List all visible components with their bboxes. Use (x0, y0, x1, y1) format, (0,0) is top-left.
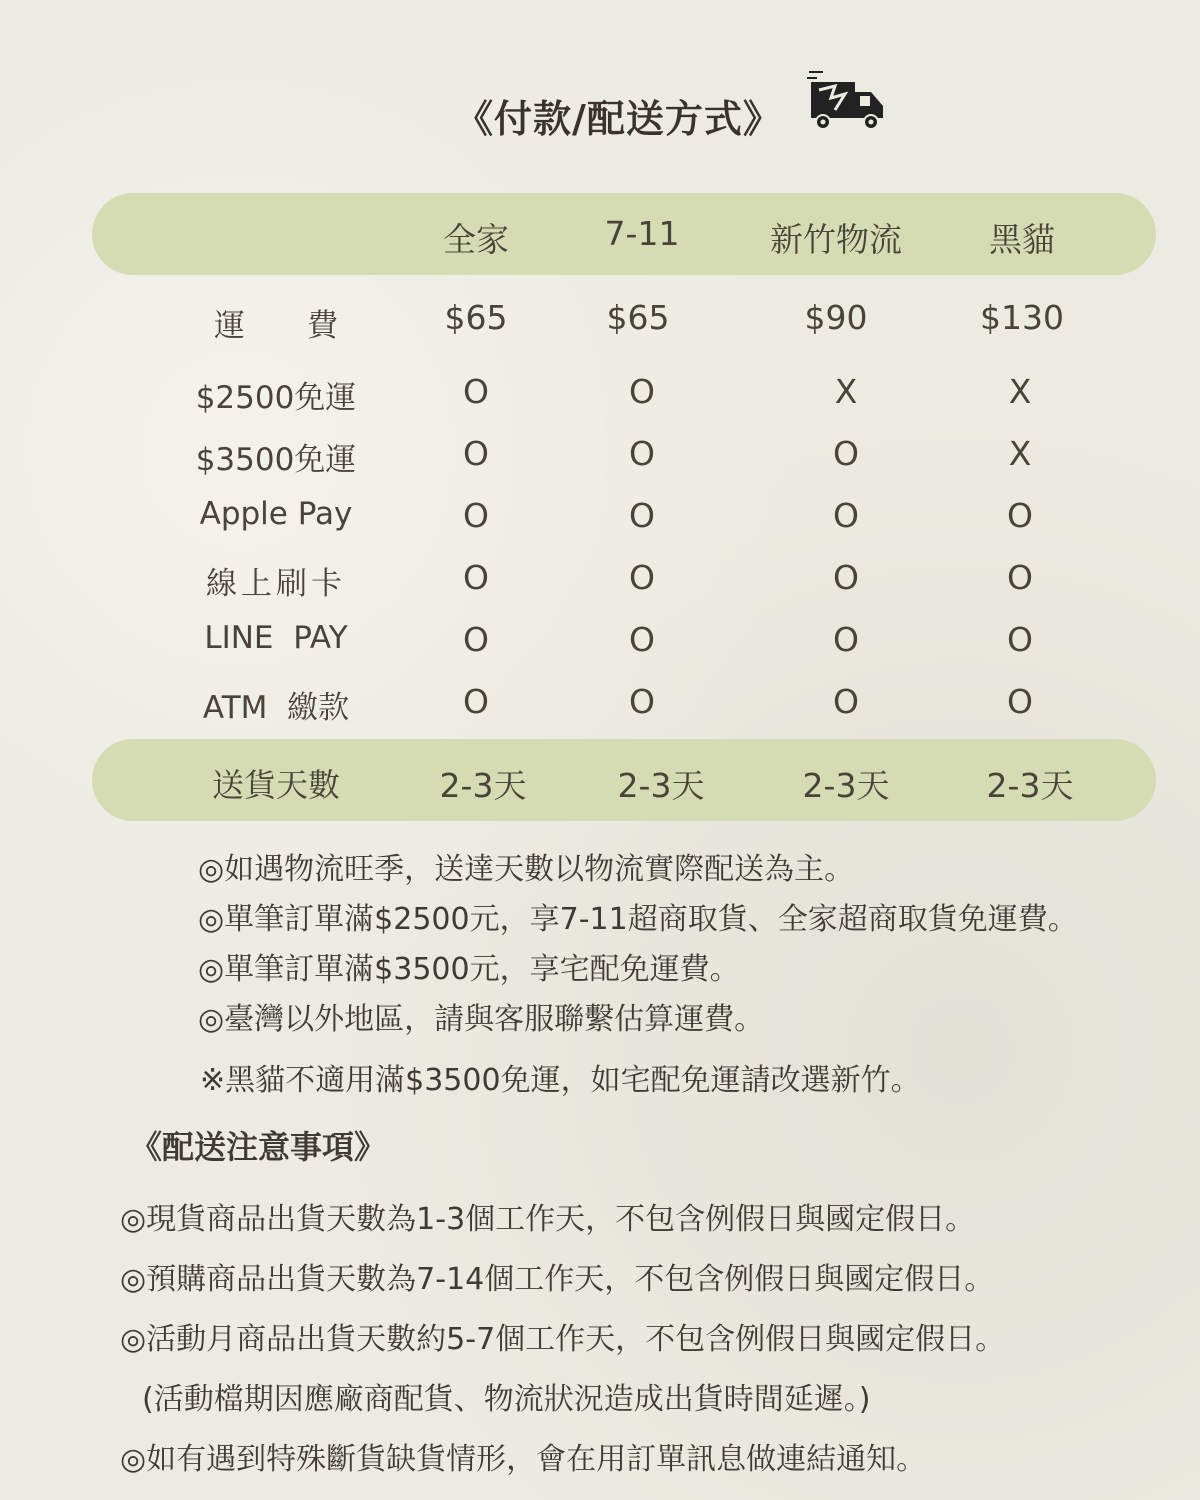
column-header: 黑貓 (989, 220, 1055, 259)
footer-cell: 2-3天 (439, 766, 527, 805)
footer-cell: 2-3天 (617, 766, 705, 805)
row-label: LINE PAY (204, 620, 348, 656)
table-cell: $90 (804, 298, 868, 337)
footer-label: 送貨天數 (211, 766, 340, 804)
table-cell: O (629, 496, 655, 535)
page-title: 《付款/配送方式》 (455, 97, 782, 141)
table-cell: O (833, 496, 859, 535)
table-cell: X (1008, 434, 1032, 473)
table-cell: O (1007, 620, 1033, 659)
table-cell: O (463, 496, 489, 535)
note-line: ◎臺灣以外地區，請與客服聯繫估算運費。 (198, 1002, 765, 1037)
table-cell: O (629, 682, 655, 721)
table-cell: O (463, 558, 489, 597)
footer-cell: 2-3天 (802, 766, 890, 805)
footer-cell: 2-3天 (986, 766, 1074, 805)
row-label: $2500免運 (195, 380, 357, 416)
table-cell: O (463, 372, 489, 411)
table-cell: O (629, 620, 655, 659)
table-cell: O (833, 558, 859, 597)
table-cell: O (629, 558, 655, 597)
table-cell: $65 (606, 298, 670, 337)
shipping-note-line: ◎如有遇到特殊斷貨缺貨情形，會在用訂單訊息做連結通知。 (120, 1442, 927, 1477)
table-cell: O (463, 682, 489, 721)
table-cell: O (629, 372, 655, 411)
shipping-note-line: (活動檔期因應廠商配貨、物流狀況造成出貨時間延遲。) (142, 1382, 871, 1417)
table-cell: O (833, 620, 859, 659)
table-cell: O (1007, 496, 1033, 535)
column-header: 7-11 (604, 214, 680, 253)
shipping-note-line: ◎活動月商品出貨天數約5-7個工作天，不包含例假日與國定假日。 (120, 1322, 1006, 1357)
table-cell: O (629, 434, 655, 473)
table-cell: X (1008, 372, 1032, 411)
shipping-section-title: 《配送注意事項》 (130, 1128, 387, 1166)
table-cell: O (463, 434, 489, 473)
table-cell: O (463, 620, 489, 659)
delivery-truck-icon (805, 68, 889, 134)
warning-note: ※黑貓不適用滿$3500免運，如宅配免運請改選新竹。 (200, 1063, 921, 1098)
payment-notes (198, 845, 1078, 1045)
table-cell: O (1007, 682, 1033, 721)
table-cell: O (833, 434, 859, 473)
row-label: $3500免運 (195, 442, 357, 478)
row-label: 運 費 (214, 308, 338, 344)
row-label: 線上刷卡 (206, 566, 346, 602)
note-line: ◎單筆訂單滿$3500元，享宅配免運費。 (198, 952, 740, 987)
note-line: ◎如遇物流旺季，送達天數以物流實際配送為主。 (198, 852, 855, 887)
table-cell: O (833, 682, 859, 721)
column-header: 全家 (443, 220, 509, 259)
shipping-note-line: ◎預購商品出貨天數為7-14個工作天，不包含例假日與國定假日。 (120, 1262, 995, 1297)
row-label: Apple Pay (199, 496, 353, 532)
table-cell: $130 (980, 298, 1064, 337)
shipping-notes (120, 1190, 1005, 1490)
table-cell: X (834, 372, 858, 411)
table-cell: O (1007, 558, 1033, 597)
shipping-note-line: ◎現貨商品出貨天數為1-3個工作天，不包含例假日與國定假日。 (120, 1202, 976, 1237)
column-header: 新竹物流 (770, 220, 902, 259)
table-cell: $65 (444, 298, 508, 337)
note-line: ◎單筆訂單滿$2500元，享7-11超商取貨、全家超商取貨免運費。 (198, 902, 1078, 937)
row-label: ATM 繳款 (202, 690, 350, 726)
